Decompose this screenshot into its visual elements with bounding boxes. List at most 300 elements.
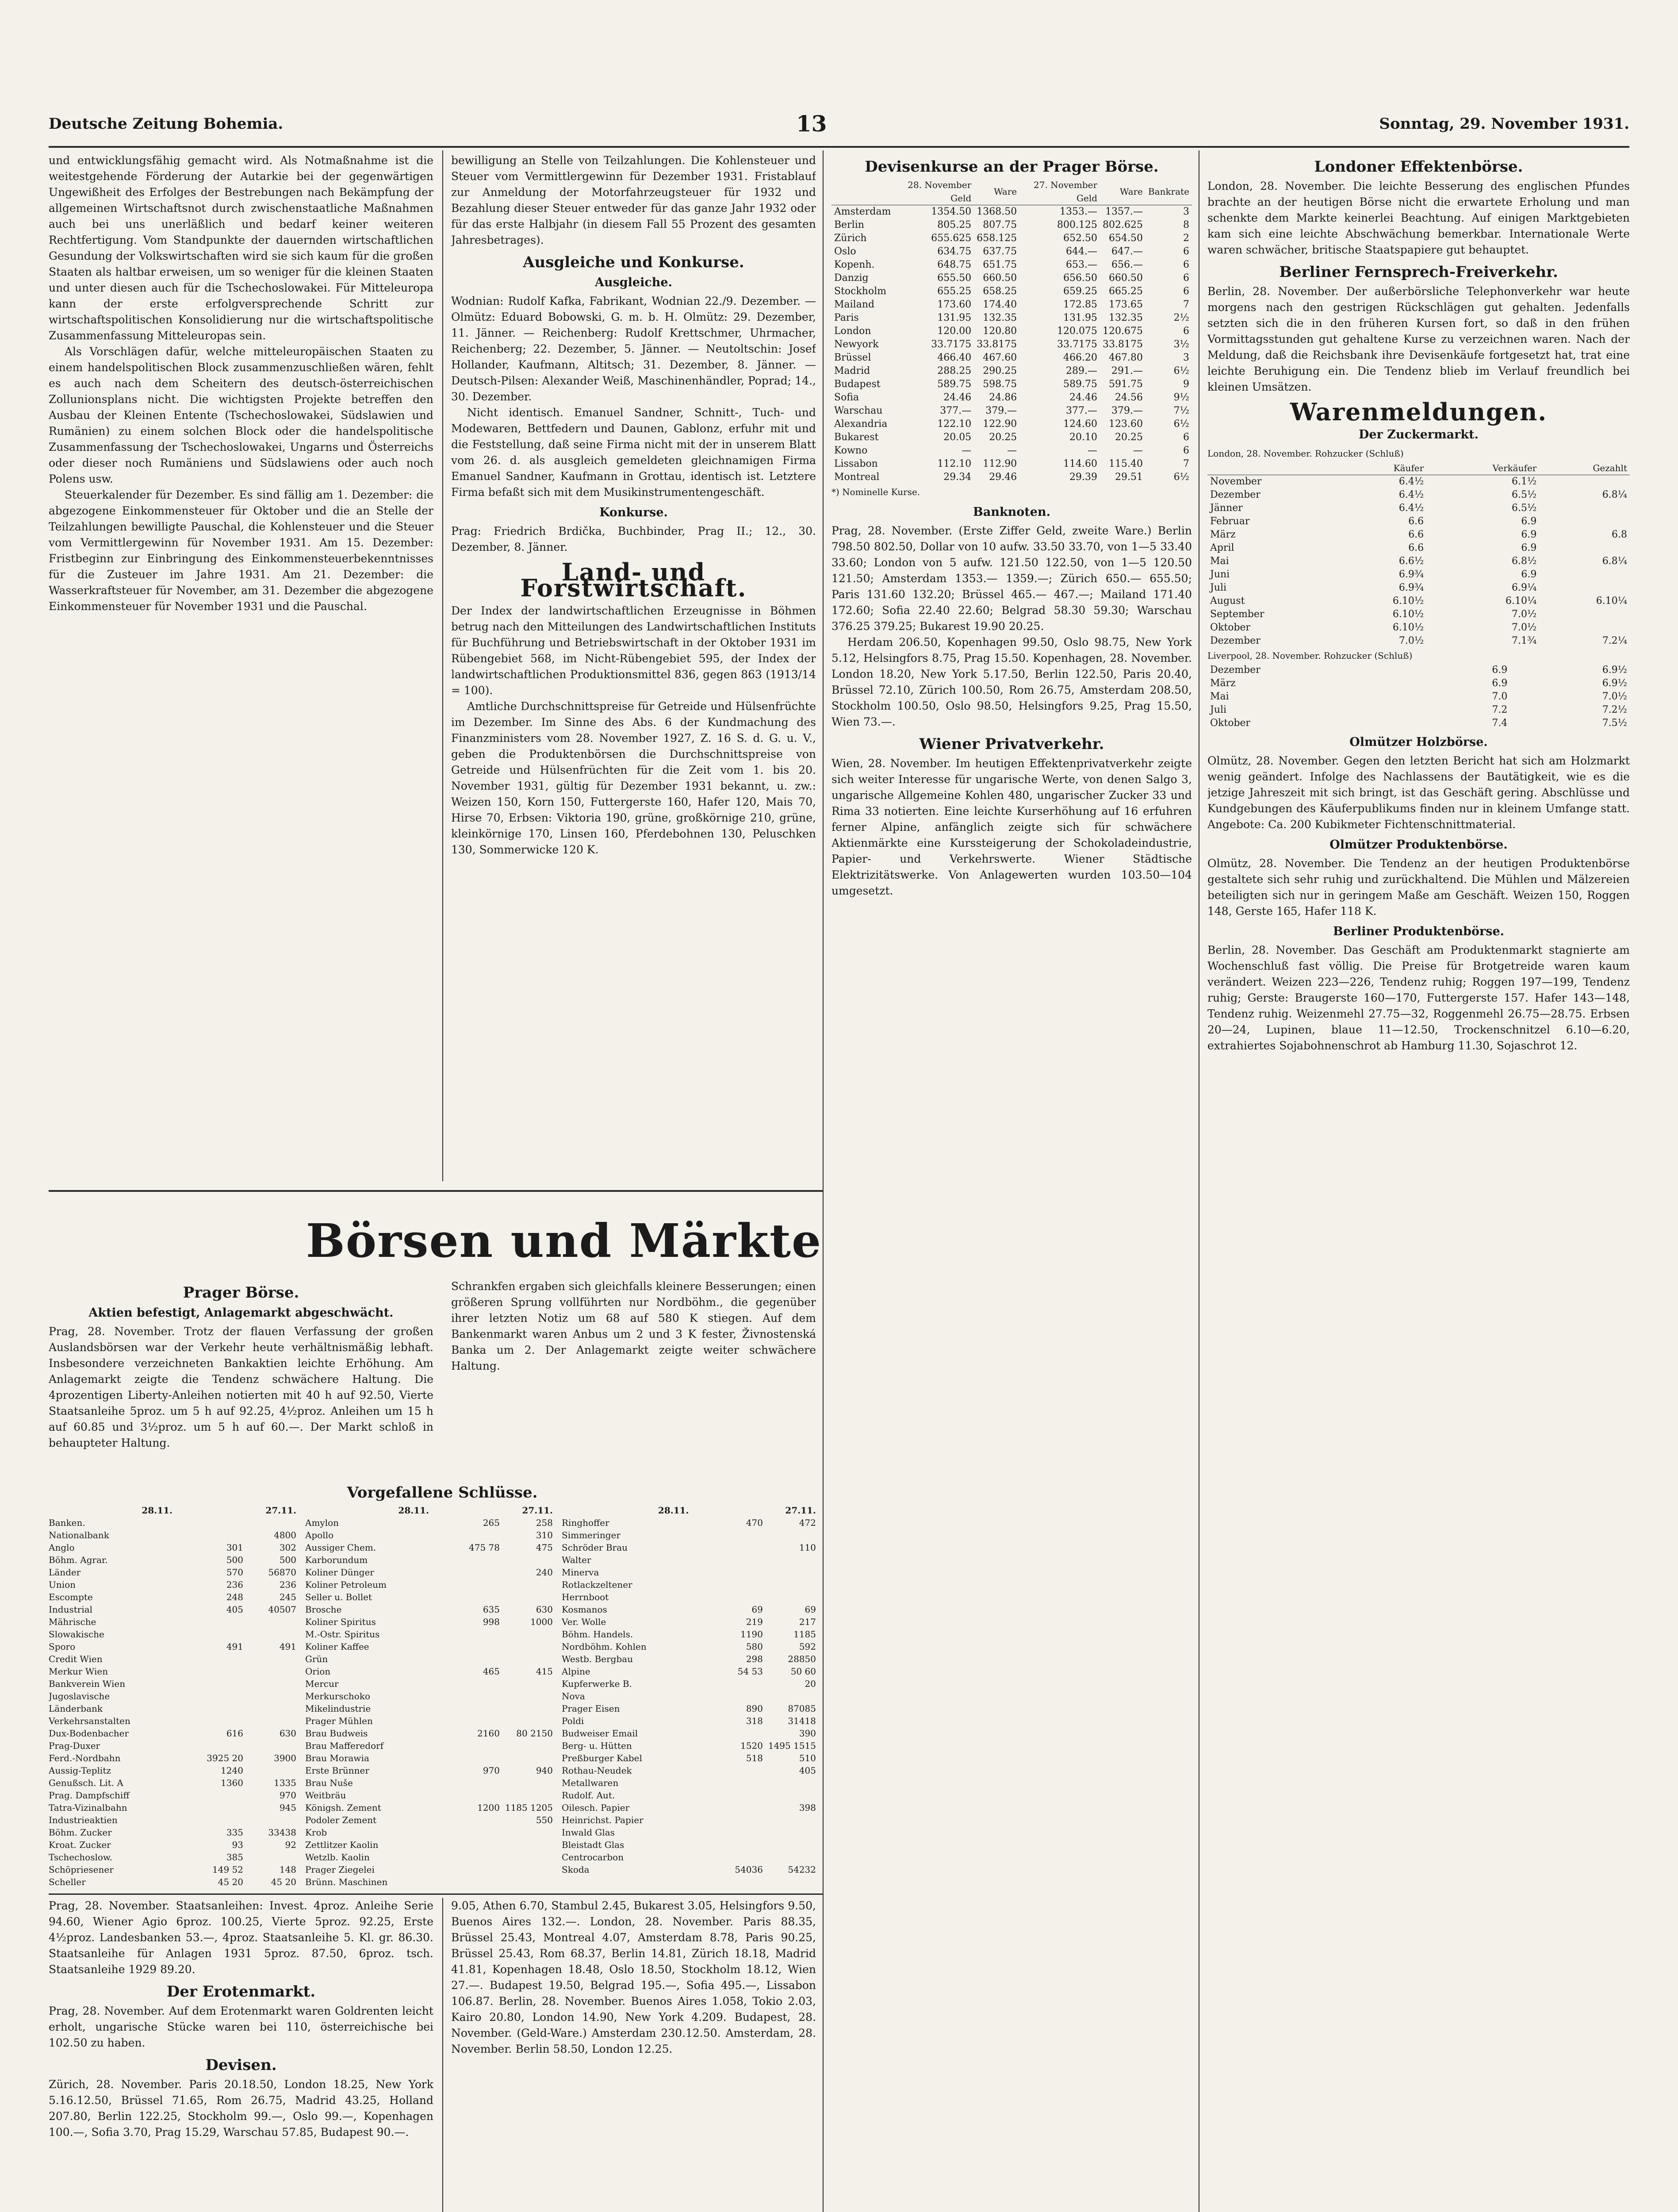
- vorg-value-28: 3925 20: [207, 1753, 243, 1763]
- zucker-row: [1207, 581, 1630, 595]
- table-cell: 6.6: [1408, 542, 1424, 553]
- devisen-row: [831, 444, 1192, 457]
- table-cell: 6.10¼: [1506, 595, 1537, 607]
- vorg-name: Jugoslavische: [49, 1691, 110, 1701]
- vorg-value-27: [243, 1653, 296, 1665]
- vorg-value-27: [500, 1591, 553, 1603]
- vorg-value-27: 240: [536, 1567, 553, 1578]
- vorg-value-28: [451, 1851, 500, 1863]
- vorg-value-28: 500: [226, 1555, 243, 1565]
- vorg-value-28: [195, 1665, 243, 1678]
- vorg-value-27: [500, 1640, 553, 1653]
- vorg-value-28: 470: [746, 1517, 763, 1528]
- vorg-value-28: 1200: [477, 1802, 500, 1813]
- vorg-row: [49, 1826, 296, 1839]
- vorg-value-28: 248: [226, 1592, 243, 1602]
- table-cell: London: [834, 326, 871, 337]
- erotenmarkt-text: Prag, 28. November. Auf dem Erotenmarkt waren Goldrenten leicht erholt, ungarische Stücke waren bei 110, österreichische bei 102.50 zu haben.: [49, 2005, 433, 2049]
- vorg-name: Koliner Spiritus: [305, 1617, 376, 1627]
- vorg-row: [305, 1702, 553, 1715]
- vorg-row: [49, 1554, 296, 1566]
- column-rule-1: [442, 150, 443, 1181]
- vorg-row: [49, 1727, 296, 1740]
- table-cell: 6.10½: [1392, 622, 1424, 633]
- vorg-value-28: 2160: [477, 1728, 500, 1739]
- vorg-name: Länder: [49, 1567, 81, 1578]
- boersen-divider: [49, 1190, 823, 1192]
- table-cell: 655.25: [937, 286, 972, 297]
- table-cell: 647.—: [1111, 246, 1143, 257]
- table-cell: 20.25: [989, 432, 1017, 443]
- vorg-value-28: 1360: [221, 1778, 243, 1788]
- vorg-value-27: [763, 1777, 816, 1789]
- devisen-row: [831, 471, 1192, 484]
- table-cell: 7: [1183, 458, 1189, 469]
- vorg-value-28: 219: [746, 1617, 763, 1627]
- vorg-name: Böhm. Handels.: [562, 1629, 633, 1640]
- vorg-value-28: [714, 1529, 763, 1541]
- vorg-name: Bankverein Wien: [49, 1678, 126, 1689]
- table-cell: —: [1088, 445, 1098, 456]
- vorg-row: [305, 1752, 553, 1764]
- vorg-row: [305, 1863, 553, 1876]
- table-cell: [1539, 541, 1630, 555]
- vorg-header-row: [562, 1504, 816, 1517]
- vorg-value-28: [451, 1839, 500, 1851]
- vorg-value-27: 80 2150: [516, 1728, 553, 1739]
- vorg-name: Brosche: [305, 1604, 342, 1615]
- table-cell: 377.—: [1066, 405, 1098, 416]
- vorg-name: Brünn. Maschinen: [305, 1877, 388, 1887]
- table-cell: 7: [1183, 299, 1189, 310]
- vorg-value-27: 1335: [274, 1778, 296, 1788]
- vorg-name: Industrial: [49, 1604, 93, 1615]
- vorg-value-28: [451, 1554, 500, 1566]
- vorg-value-27: 92: [285, 1839, 296, 1850]
- devisen-row: [831, 338, 1192, 351]
- vorg-value-28: 580: [746, 1641, 763, 1652]
- berlin-produkten-text: Berlin, 28. November. Das Geschäft am Produktenmarkt stagnierte am Wochenschluß fast völlig. Die Preise für Brotgetreide waren kaum verändert. Weizen 223—226, Tendenz ruhig; Roggen 197—199, Tendenz ruhig; Gerste: Braugerste 160—170, Futtergerste 157. Hafer 143—148, Tendenz ruhig. Weizenmehl 27.75—32, Roggenmehl 26.75—28.75. Erbsen 20—24, Lupinen, blaue 11—12.50, Trockenschnitzel 6.10—6.20, extrahiertes Sojabohnenschrot ab Hamburg 11.30, Sojaschrot 12.: [1207, 944, 1630, 1052]
- vorg-value-28: 1520: [740, 1740, 763, 1751]
- vorg-row: [305, 1566, 553, 1578]
- subheading-berliner-produkten: Berliner Produktenbörse.: [1333, 925, 1505, 938]
- table-cell: 6.4½: [1398, 489, 1424, 500]
- table-cell: 6½: [1173, 365, 1189, 376]
- vorg-value-28: 265: [483, 1517, 500, 1528]
- vorg-name: Prager Mühlen: [305, 1716, 373, 1726]
- table-cell: 8: [1183, 219, 1189, 230]
- table-cell: 112.90: [983, 458, 1017, 469]
- article-paragraph: Als Vorschlägen dafür, welche mitteleuropäischen Staaten zu einem handelspolitischen Block zusammenzuschließen wären, fehlt es auch nach dem Scheitern des deutsch-österreichischen Zollunionsplans nicht. Die wichtigsten Projekte betreffen den Ausbau der Kleinen Entente (Tschechoslowakei, Südslawien und Rumänien) zu einem solchen Block oder die handelspolitische Zusammenfassung der Tschechoslowakei, Ungarns und Österreichs oder dieser noch Rumäniens und Südslawiens oder auch noch Polens usw.: [49, 345, 433, 485]
- devisen-row: [831, 365, 1192, 378]
- vorg-name: Union: [49, 1579, 76, 1590]
- vorg-value-27: [500, 1888, 553, 1889]
- vorg-row: [305, 1740, 553, 1752]
- table-cell: 20.05: [943, 432, 972, 443]
- vorg-name: Brau Mafferedorf: [305, 1740, 384, 1751]
- banknoten-text: Prag, 28. November. (Erste Ziffer Geld, zweite Ware.) Berlin 798.50 802.50, Dollar von 10 aufw. 33.50 33.70, von 1—5 33.40 33.60; London von 5 aufw. 121.50 122.50, von 1—5 120.50 121.50; Amsterdam 1353.— 1359.—; Zürich 650.— 655.50; Paris 131.60 132.20; Brüssel 465.— 467.—; Mailand 171.40 172.60; Sofia 22.40 22.60; Belgrad 58.30 59.30; Warschau 376.25 379.25; Bukarest 19.90 20.25.: [831, 524, 1192, 633]
- vorg-value-27: 405: [799, 1765, 816, 1776]
- table-cell: 120.075: [1057, 326, 1098, 337]
- table-cell: 7.2¼: [1602, 635, 1627, 646]
- vorg-name: Schröder Brau: [562, 1542, 628, 1553]
- vorg-row: [562, 1628, 816, 1640]
- table-cell: 637.75: [983, 246, 1017, 257]
- table-cell: 174.40: [983, 299, 1017, 310]
- vorg-value-27: 1185: [793, 1629, 816, 1640]
- vorg-row: [562, 1789, 816, 1801]
- vorg-name: Banken.: [49, 1517, 85, 1528]
- table-cell: 3½: [1173, 339, 1189, 350]
- vorg-row: [49, 1665, 296, 1678]
- vorg-row: [49, 1690, 296, 1702]
- vorg-row: [305, 1517, 553, 1529]
- vorg-name: Ringhoffer: [562, 1517, 609, 1528]
- table-cell: 120.00: [937, 326, 972, 337]
- zucker-row: [1207, 475, 1630, 489]
- vorg-name: Aussiger Chem.: [305, 1542, 376, 1553]
- vorg-value-28: 405: [226, 1604, 243, 1615]
- table-cell: 112.10: [937, 458, 972, 469]
- devisen-row: [831, 391, 1192, 404]
- table-cell: 2½: [1173, 312, 1189, 323]
- vorg-name: Westb. Bergbau: [562, 1654, 633, 1664]
- table-cell: 29.51: [1115, 472, 1143, 483]
- vorg-value-27: [763, 1839, 816, 1851]
- vorg-name: Heinrichst. Papier: [562, 1815, 644, 1825]
- table-cell: März: [1210, 529, 1236, 540]
- table-cell: —: [1007, 445, 1017, 456]
- table-cell: 122.10: [937, 419, 972, 430]
- vorg-row: [305, 1678, 553, 1690]
- table-cell: Newyork: [834, 339, 879, 350]
- table-cell: 1354.50: [931, 206, 972, 217]
- vorg-value-28: [451, 1578, 500, 1591]
- vorg-value-27: 20: [805, 1678, 816, 1689]
- table-cell: 6.9: [1492, 664, 1508, 676]
- table-cell: 2: [1183, 233, 1189, 244]
- vorg-row: [49, 1715, 296, 1727]
- vorg-value-28: 475 78: [469, 1542, 500, 1553]
- vorg-value-28: 301: [226, 1542, 243, 1553]
- zucker-row: [1207, 608, 1630, 621]
- table-cell: 24.86: [989, 392, 1017, 403]
- zucker-row: [1207, 568, 1630, 581]
- vorg-row: [49, 1591, 296, 1603]
- vorg-row: [305, 1727, 553, 1740]
- table-cell: 6.9: [1521, 516, 1537, 527]
- table-cell: 589.75: [1063, 379, 1098, 390]
- table-cell: 6.4½: [1398, 476, 1424, 487]
- vorg-value-28: [714, 1826, 763, 1839]
- table-cell: 20.10: [1069, 432, 1098, 443]
- vorg-value-27: [243, 1616, 296, 1628]
- vorg-row: [49, 1876, 296, 1888]
- vorg-row: [49, 1764, 296, 1777]
- vorg-value-28: [451, 1690, 500, 1702]
- table-cell: September: [1210, 609, 1264, 620]
- zucker-row: [1207, 555, 1630, 568]
- vorg-row: [49, 1566, 296, 1578]
- section-heading-ausgleiche: Ausgleiche und Konkurse.: [523, 253, 744, 271]
- section-banner-boersen: Börsen und Märkte: [306, 1214, 822, 1268]
- table-cell: 1353.—: [1060, 206, 1098, 217]
- vorg-name: Budweiser Email: [562, 1728, 638, 1739]
- devisenkurse-table: [831, 178, 1192, 484]
- prager-boerse-col2: [451, 1279, 816, 1438]
- vorg-name: Inwald Glas: [562, 1827, 615, 1838]
- devisen-row: [831, 378, 1192, 391]
- vorg-name: Industrieaktien: [49, 1815, 118, 1825]
- vorg-name: Herrnboot: [562, 1592, 609, 1602]
- section-heading-devisenkurse: Devisenkurse an der Prager Börse.: [865, 158, 1159, 176]
- vorg-value-28: 518: [746, 1753, 763, 1763]
- vorg-name: Credit Wien: [49, 1654, 103, 1664]
- vorg-value-28: [195, 1616, 243, 1628]
- vorg-row: [562, 1764, 816, 1777]
- vorg-row: [562, 1678, 816, 1690]
- vorg-name: Scheller: [49, 1877, 86, 1887]
- vorg-value-27: 550: [536, 1815, 553, 1825]
- vorg-value-27: [243, 1690, 296, 1702]
- vorg-value-27: 217: [799, 1617, 816, 1627]
- vorg-value-27: [243, 1517, 296, 1529]
- vorg-value-27: 940: [536, 1765, 553, 1776]
- vorg-value-27: 500: [279, 1555, 296, 1565]
- section-heading-warenmeldungen: Warenmeldungen.: [1290, 398, 1548, 426]
- vorg-value-28: 1190: [740, 1629, 763, 1640]
- devisen-row: [831, 325, 1192, 338]
- vorg-name: Koliner Petroleum: [305, 1579, 387, 1590]
- vorg-value-27: [763, 1851, 816, 1863]
- vorg-value-27: [763, 1591, 816, 1603]
- vorg-name: Zettlitzer Kaolin: [305, 1839, 379, 1850]
- vorg-name: Ferd.-Nordbahn: [49, 1753, 121, 1763]
- table-cell: Amsterdam: [834, 206, 891, 217]
- nominal-note: *) Nominelle Kurse.: [831, 487, 920, 497]
- table-cell: 1368.50: [977, 206, 1017, 217]
- vorg-row: [562, 1554, 816, 1566]
- vorg-row: [562, 1529, 816, 1541]
- table-cell: Juni: [1210, 569, 1230, 580]
- vorg-value-27: 390: [799, 1728, 816, 1739]
- vorg-name: Aussig-Teplitz: [49, 1765, 111, 1776]
- olmuetz-text: Olmütz, 28. November. Die Tendenz an der heutigen Produktenbörse gestaltete sich sehr ruhig und zurückhaltend. Die Mühlen und Mälzereien beteiligten sich nur in geringem Maße am Geschäft. Weizen 150, Roggen 148, Gerste 165, Hafer 118 K.: [1207, 857, 1630, 918]
- vorg-name: Mikelindustrie: [305, 1703, 371, 1714]
- vorg-value-28: [451, 1715, 500, 1727]
- vorg-value-27: [500, 1578, 553, 1591]
- vorg-value-28: [451, 1640, 500, 1653]
- column-rule-2: [823, 150, 824, 2212]
- vorg-row: [562, 1541, 816, 1554]
- vorg-name: Prager Eisen: [562, 1703, 620, 1714]
- running-head-date: Sonntag, 29. November 1931.: [1379, 115, 1629, 133]
- vorg-header-cell: 28.11.: [658, 1505, 689, 1516]
- vorg-name: Seller u. Bollet: [305, 1592, 372, 1602]
- vorg-value-28: 616: [226, 1728, 243, 1739]
- zucker-row: [1207, 541, 1630, 555]
- table-cell: 7.0: [1492, 691, 1508, 702]
- article-paragraph: bewilligung an Stelle von Teilzahlungen. Die Kohlensteuer und Steuer vom Vermittlergewinn für Dezember 1931. Fristablauf zur Anmeldung der Motorfahrzeugsteuer für 1932 und Bezahlung dieser Steuer entweder für das ganze Jahr 1932 oder für das erste Halbjahr (in diesem Fall 55 Prozent des gesamten Jahresbetrages).: [451, 154, 816, 246]
- vorg-value-27: 310: [536, 1530, 553, 1540]
- staatsanleihen-text: Prag, 28. November. Staatsanleihen: Invest. 4proz. Anleihe Serie 94.60, Wiener Agio 6proz. 100.25, Vierte 5proz. 92.25, Erste 4½proz. Landesbanken 53.—, 4proz. Staatsanleihe 5. Kl. gr. 86.30. Staatsanleihe für Anlagen 1931 5proz. 87.50, 6proz. tsch. Staatsanleihe 1929 89.20.: [49, 1899, 433, 1976]
- table-cell: 634.75: [937, 246, 972, 257]
- table-cell: 658.25: [983, 286, 1017, 297]
- table-cell: 33.8175: [977, 339, 1017, 350]
- subheading-konkurse: Konkurse.: [599, 506, 668, 519]
- vorg-value-27: [243, 1678, 296, 1690]
- vorg-row: [562, 1702, 816, 1715]
- table-cell: 651.75: [983, 259, 1017, 270]
- vorg-row: [562, 1603, 816, 1616]
- vorg-value-27: 970: [279, 1790, 296, 1801]
- london-text: London, 28. November. Die leichte Besserung des englischen Pfundes brachte an der heutigen Börse nicht die erwartete Erholung und man schenkte dem Markte keinerlei Beachtung. Auf einigen Marktgebieten kam sich eine leichte Abschwächung bemerkbar. Internationale Werte waren schwächer, britische Staatspapiere gut behauptet.: [1207, 180, 1630, 256]
- table-cell: 655.625: [931, 233, 972, 244]
- vorg-name: Verkehrsanstalten: [49, 1716, 130, 1726]
- table-cell: 6.9½: [1602, 678, 1627, 689]
- table-cell: 466.20: [1063, 352, 1098, 363]
- table-cell: Juli: [1210, 704, 1227, 715]
- vorg-row: [49, 1777, 296, 1789]
- lower-col-1: [49, 1898, 433, 2212]
- vorg-row: [305, 1616, 553, 1628]
- table-cell: 1357.—: [1105, 206, 1143, 217]
- vorg-name: Minerva: [562, 1567, 599, 1578]
- section-heading-prager-boerse: Prager Börse.: [183, 1284, 299, 1302]
- vorg-value-27: [763, 1529, 816, 1541]
- vorg-name: Orion: [305, 1666, 331, 1677]
- vorg-value-27: [500, 1777, 553, 1789]
- vorg-row: [305, 1628, 553, 1640]
- table-header-row: [831, 178, 1192, 205]
- prager-boerse-col1: [49, 1279, 433, 1509]
- table-cell: 6.9¾: [1398, 582, 1424, 593]
- vorg-name: Weitbräu: [305, 1790, 346, 1801]
- table-cell: 291.—: [1111, 365, 1143, 376]
- vorg-name: Genußsch. Lit. A: [49, 1778, 123, 1788]
- vorg-value-28: 335: [226, 1827, 243, 1838]
- table-header-cell: 27. November Geld: [1019, 178, 1100, 205]
- vorg-name: Sporo: [49, 1641, 76, 1652]
- table-cell: 644.—: [1066, 246, 1098, 257]
- table-cell: November: [1210, 476, 1262, 487]
- vorg-value-27: [500, 1628, 553, 1640]
- table-cell: 6.8¼: [1602, 489, 1627, 500]
- vorg-row: [562, 1517, 816, 1529]
- liverpool-row: [1207, 677, 1630, 690]
- vorg-value-28: [714, 1727, 763, 1740]
- table-cell: 800.125: [1057, 219, 1098, 230]
- liverpool-intro: Liverpool, 28. November. Rohzucker (Schluß): [1207, 650, 1413, 661]
- table-cell: 659.25: [1063, 286, 1098, 297]
- table-cell: Dezember: [1210, 664, 1260, 676]
- lower-col-2: [451, 1898, 816, 2212]
- table-cell: 6: [1183, 273, 1189, 284]
- table-cell: [1539, 568, 1630, 581]
- vorg-name: Ver. Wolle: [562, 1617, 606, 1627]
- vorg-row: [562, 1777, 816, 1789]
- vorg-name: Anglo: [49, 1542, 75, 1553]
- table-cell: 656.—: [1111, 259, 1143, 270]
- table-cell: Warschau: [834, 405, 883, 416]
- vorg-name: Brau Morawia: [305, 1753, 369, 1763]
- vorg-value-28: [195, 1801, 243, 1814]
- vorg-header-cell: 28.11.: [142, 1505, 172, 1516]
- subheading-prager-boerse: Aktien befestigt, Anlagemarkt abgeschwächt.: [88, 1306, 394, 1320]
- vorg-value-27: [500, 1702, 553, 1715]
- column-4: [1207, 153, 1630, 2212]
- vorg-value-28: [714, 1541, 763, 1554]
- vorg-name: Kupferwerke B.: [562, 1678, 632, 1689]
- vorg-value-27: 40507: [268, 1604, 296, 1615]
- table-cell: 6: [1183, 432, 1189, 443]
- table-cell: 29.46: [989, 472, 1017, 483]
- zucker-row: [1207, 621, 1630, 634]
- vorg-row: [49, 1578, 296, 1591]
- table-cell: 9: [1183, 379, 1189, 390]
- zucker-table: [1207, 461, 1630, 648]
- vorg-value-27: [763, 1690, 816, 1702]
- subheading-zuckermarkt: Der Zuckermarkt.: [1359, 428, 1479, 442]
- vorg-row: [49, 1752, 296, 1764]
- table-cell: 7.0½: [1398, 635, 1424, 646]
- liverpool-row: [1207, 690, 1630, 703]
- table-cell: 377.—: [940, 405, 972, 416]
- zucker-row: [1207, 488, 1630, 502]
- table-cell: Alexandria: [834, 419, 888, 430]
- devisen-row: [831, 219, 1192, 232]
- table-cell: 6.9½: [1602, 664, 1627, 676]
- vorg-row: [49, 1653, 296, 1665]
- vorg-name: Bleistadt Glas: [562, 1839, 624, 1850]
- table-cell: 115.40: [1109, 458, 1143, 469]
- vorg-value-28: [714, 1554, 763, 1566]
- vorg-row: [49, 1740, 296, 1752]
- vorg-row: [305, 1591, 553, 1603]
- vorg-name: Escompte: [49, 1592, 93, 1602]
- vorg-name: Podoler Zement: [305, 1815, 377, 1825]
- table-cell: 289.—: [1066, 365, 1098, 376]
- table-cell: 665.25: [1109, 286, 1143, 297]
- vorg-value-28: 149 52: [212, 1864, 243, 1875]
- vorg-col-2: [305, 1504, 553, 1889]
- vorg-value-27: 1000: [530, 1617, 553, 1627]
- vorg-name: Merkur Wien: [49, 1666, 108, 1677]
- table-cell: Lissabon: [834, 458, 878, 469]
- devisenkurse-body: [831, 205, 1192, 484]
- table-cell: 6½: [1173, 472, 1189, 483]
- section-heading-wiener-privatverkehr: Wiener Privatverkehr.: [919, 735, 1104, 753]
- table-cell: 660.50: [983, 273, 1017, 284]
- vorg-value-27: 1495 1515: [768, 1740, 816, 1751]
- vorg-value-27: 630: [536, 1604, 553, 1615]
- prager-boerse-text-2: Schrankfen ergaben sich gleichfalls kleinere Besserungen; einen größeren Sprung vollführten nur Nordböhm., die gegenüber ihrer letzten Notiz um 68 auf 580 K stiegen. Auf dem Bankenmarkt waren Anbus um 2 und 3 K fester, Živnostenská Banka um 2. Der Anlagemarkt zeigte weiter schwächere Haltung.: [451, 1280, 816, 1372]
- vorg-row: [49, 1839, 296, 1851]
- vorg-value-28: [195, 1678, 243, 1690]
- vorg-value-27: 54232: [788, 1864, 816, 1875]
- vorg-value-27: 4800: [274, 1530, 296, 1540]
- table-cell: 6.10¼: [1596, 595, 1627, 607]
- vorg-row: [49, 1814, 296, 1826]
- vorg-row: [562, 1752, 816, 1764]
- table-cell: 3: [1183, 352, 1189, 363]
- berlin-text: Berlin, 28. November. Der außerbörsliche Telephonverkehr war heute morgens nach den gestrigen Rückschlägen gut gehalten. Jedenfalls setzten sich die in den früheren Kursen fort, so daß in den frühen Vormittagsstunden gut gehaltene Kurse zu verzeichnen waren. Nach der Meldung, daß die Reichsbank ihre Devisenkäufe fortgesetzt hat, trat eine leichte Beruhigung ein. Die Tendenz blieb im Verlauf freundlich bei kleinen Umsätzen.: [1207, 285, 1630, 393]
- vorg-value-28: [714, 1789, 763, 1801]
- vorg-value-28: [714, 1678, 763, 1690]
- table-cell: 7.2½: [1602, 704, 1627, 715]
- table-cell: 6.1½: [1512, 476, 1537, 487]
- vorg-name: Poldi: [562, 1716, 584, 1726]
